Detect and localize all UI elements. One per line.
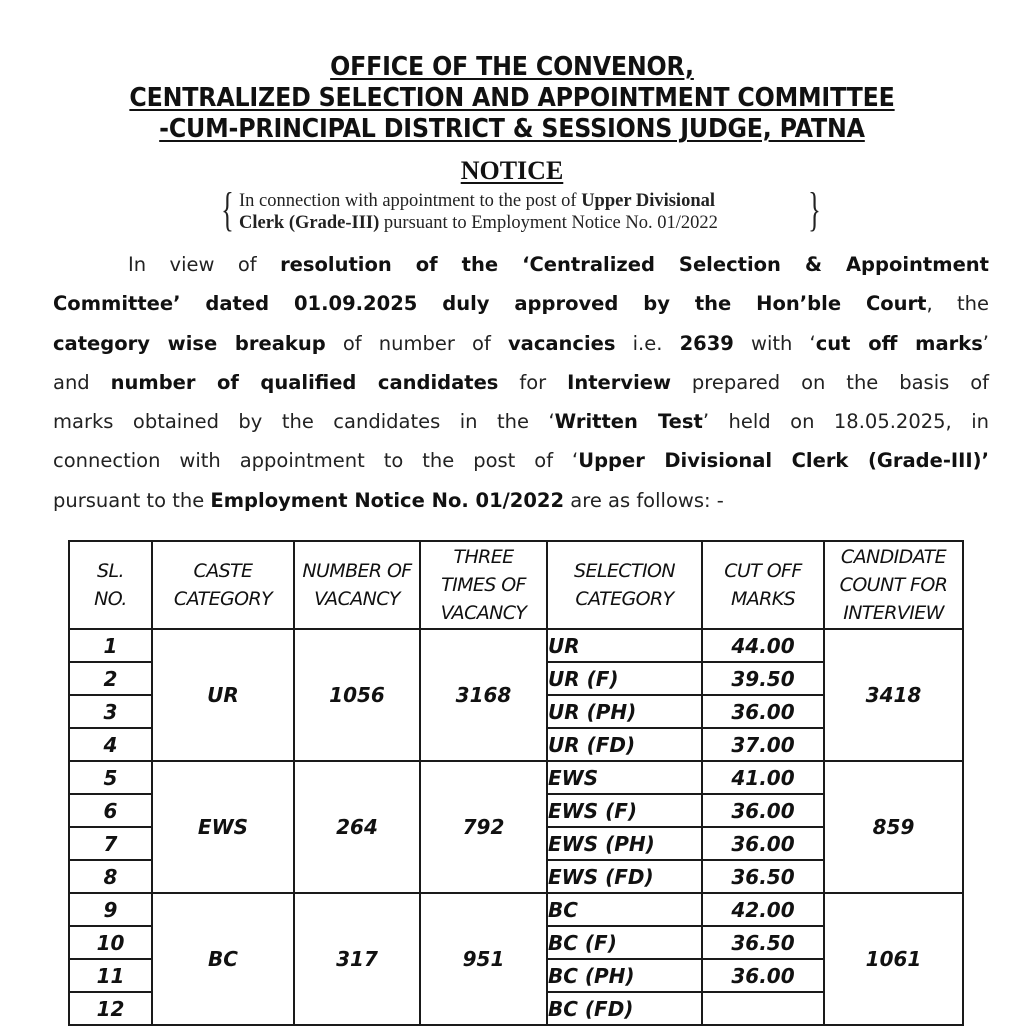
sl-no-cell: 7 bbox=[69, 827, 152, 860]
notice-title: NOTICE bbox=[460, 156, 564, 185]
caste-category-cell: UR bbox=[152, 629, 294, 761]
selection-category-cell: EWS bbox=[547, 761, 702, 794]
text: pursuant to the bbox=[53, 488, 211, 512]
sl-no-cell: 4 bbox=[69, 728, 152, 761]
three-times-vacancy-cell: 951 bbox=[420, 893, 547, 1025]
bold-text: category wise breakup bbox=[53, 331, 326, 355]
cut-off-marks-cell: 36.00 bbox=[702, 794, 824, 827]
candidate-count-cell: 859 bbox=[824, 761, 963, 893]
selection-category-cell: BC bbox=[547, 893, 702, 926]
header-sl-no: SL. NO. bbox=[69, 541, 152, 629]
text: ’ held on 18.05.2025, in bbox=[702, 410, 990, 434]
cut-off-marks-cell: 39.50 bbox=[702, 662, 824, 695]
cut-off-marks-cell: 36.00 bbox=[702, 959, 824, 992]
text: , the bbox=[926, 292, 989, 316]
bold-text: Employment Notice No. 01/2022 bbox=[210, 488, 565, 512]
sl-no-cell: 3 bbox=[69, 695, 152, 728]
text: of number of bbox=[325, 331, 508, 355]
selection-category-cell: BC (PH) bbox=[547, 959, 702, 992]
selection-category-cell: BC (F) bbox=[547, 926, 702, 959]
table-row bbox=[69, 629, 963, 662]
header-caste-category: CASTE CATEGORY bbox=[152, 541, 294, 629]
table-header-row bbox=[69, 541, 963, 629]
bold-text: 2639 bbox=[679, 331, 734, 355]
text: for bbox=[498, 370, 568, 394]
vacancy-cell: 264 bbox=[294, 761, 420, 893]
selection-category-cell: UR (F) bbox=[547, 662, 702, 695]
subject-bold-text: Upper Divisional bbox=[581, 191, 715, 211]
cut-off-marks-cell: 44.00 bbox=[702, 629, 824, 662]
text: connection with appointment to the post of ‘ bbox=[53, 449, 579, 473]
sl-no-cell: 9 bbox=[69, 893, 152, 926]
sl-no-cell: 8 bbox=[69, 860, 152, 893]
text: with ‘ bbox=[733, 331, 816, 355]
sl-no-cell: 1 bbox=[69, 629, 152, 662]
cut-off-marks-cell: 42.00 bbox=[702, 893, 824, 926]
candidate-count-cell: 1061 bbox=[824, 893, 963, 1025]
bold-text: resolution of the ‘Centralized Selection & Appointment bbox=[280, 253, 989, 276]
table-row bbox=[69, 893, 963, 926]
text: are as follows: - bbox=[564, 488, 724, 512]
table-row bbox=[69, 761, 963, 794]
selection-category-cell: UR (FD) bbox=[547, 728, 702, 761]
caste-category-cell: BC bbox=[152, 893, 294, 1025]
vacancy-table bbox=[68, 540, 964, 1026]
bold-text: cut off marks bbox=[815, 331, 983, 355]
header-three-times-of-vacancy: THREE TIMES OF VACANCY bbox=[420, 541, 547, 629]
selection-category-cell: EWS (F) bbox=[547, 794, 702, 827]
caste-category-cell: EWS bbox=[152, 761, 294, 893]
selection-category-cell: EWS (FD) bbox=[547, 860, 702, 893]
vacancy-cell: 1056 bbox=[294, 629, 420, 761]
vacancy-cell: 317 bbox=[294, 893, 420, 1025]
bold-text: number of qualified candidates bbox=[110, 370, 499, 394]
subject-text: pursuant to Employment Notice No. 01/2022 bbox=[379, 213, 718, 233]
candidate-count-cell: 3418 bbox=[824, 629, 963, 761]
selection-category-cell: EWS (PH) bbox=[547, 827, 702, 860]
bold-text: Written Test bbox=[554, 410, 703, 434]
bold-text: Interview bbox=[567, 370, 672, 394]
office-heading-line-1: OFFICE OF THE CONVENOR, bbox=[330, 52, 694, 82]
cut-off-marks-cell: 36.50 bbox=[702, 860, 824, 893]
cut-off-marks-cell: 37.00 bbox=[702, 728, 824, 761]
bold-text: vacancies bbox=[507, 331, 616, 355]
selection-category-cell: UR (PH) bbox=[547, 695, 702, 728]
text: ’ bbox=[982, 331, 989, 355]
text: prepared on the basis of bbox=[671, 370, 989, 394]
subject-bold-text: Clerk (Grade-III) bbox=[239, 213, 380, 233]
sl-no-cell: 5 bbox=[69, 761, 152, 794]
cut-off-marks-cell: 36.00 bbox=[702, 695, 824, 728]
left-brace-icon: { bbox=[221, 183, 234, 236]
header-number-of-vacancy: NUMBER OF VACANCY bbox=[294, 541, 420, 629]
office-heading-line-3: -CUM-PRINCIPAL DISTRICT & SESSIONS JUDGE, PATNA bbox=[159, 114, 865, 144]
header-cut-off-marks: CUT OFF MARKS bbox=[702, 541, 824, 629]
sl-no-cell: 6 bbox=[69, 794, 152, 827]
cut-off-marks-cell: 41.00 bbox=[702, 761, 824, 794]
right-brace-icon: } bbox=[808, 183, 821, 236]
sl-no-cell: 11 bbox=[69, 959, 152, 992]
text: and bbox=[53, 370, 111, 394]
selection-category-cell: BC (FD) bbox=[547, 992, 702, 1025]
header-candidate-count-for-interview: CANDIDATE COUNT FOR INTERVIEW bbox=[824, 541, 963, 629]
cut-off-marks-cell: 36.50 bbox=[702, 926, 824, 959]
three-times-vacancy-cell: 792 bbox=[420, 761, 547, 893]
subject-text: In connection with appointment to the post of bbox=[239, 191, 582, 211]
bold-text: Upper Divisional Clerk (Grade-III)’ bbox=[578, 449, 989, 473]
cut-off-marks-cell bbox=[702, 992, 824, 1025]
cut-off-marks-cell: 36.00 bbox=[702, 827, 824, 860]
office-heading-line-2: CENTRALIZED SELECTION AND APPOINTMENT COMMITTEE bbox=[129, 83, 895, 113]
sl-no-cell: 12 bbox=[69, 992, 152, 1025]
text: i.e. bbox=[615, 331, 680, 355]
bold-text: Committee’ dated 01.09.2025 duly approved by the Hon’ble Court bbox=[53, 292, 927, 316]
text: marks obtained by the candidates in the ‘ bbox=[53, 410, 555, 434]
sl-no-cell: 2 bbox=[69, 662, 152, 695]
sl-no-cell: 10 bbox=[69, 926, 152, 959]
three-times-vacancy-cell: 3168 bbox=[420, 629, 547, 761]
header-selection-category: SELECTION CATEGORY bbox=[547, 541, 702, 629]
selection-category-cell: UR bbox=[547, 629, 702, 662]
text: In view of bbox=[128, 253, 281, 276]
